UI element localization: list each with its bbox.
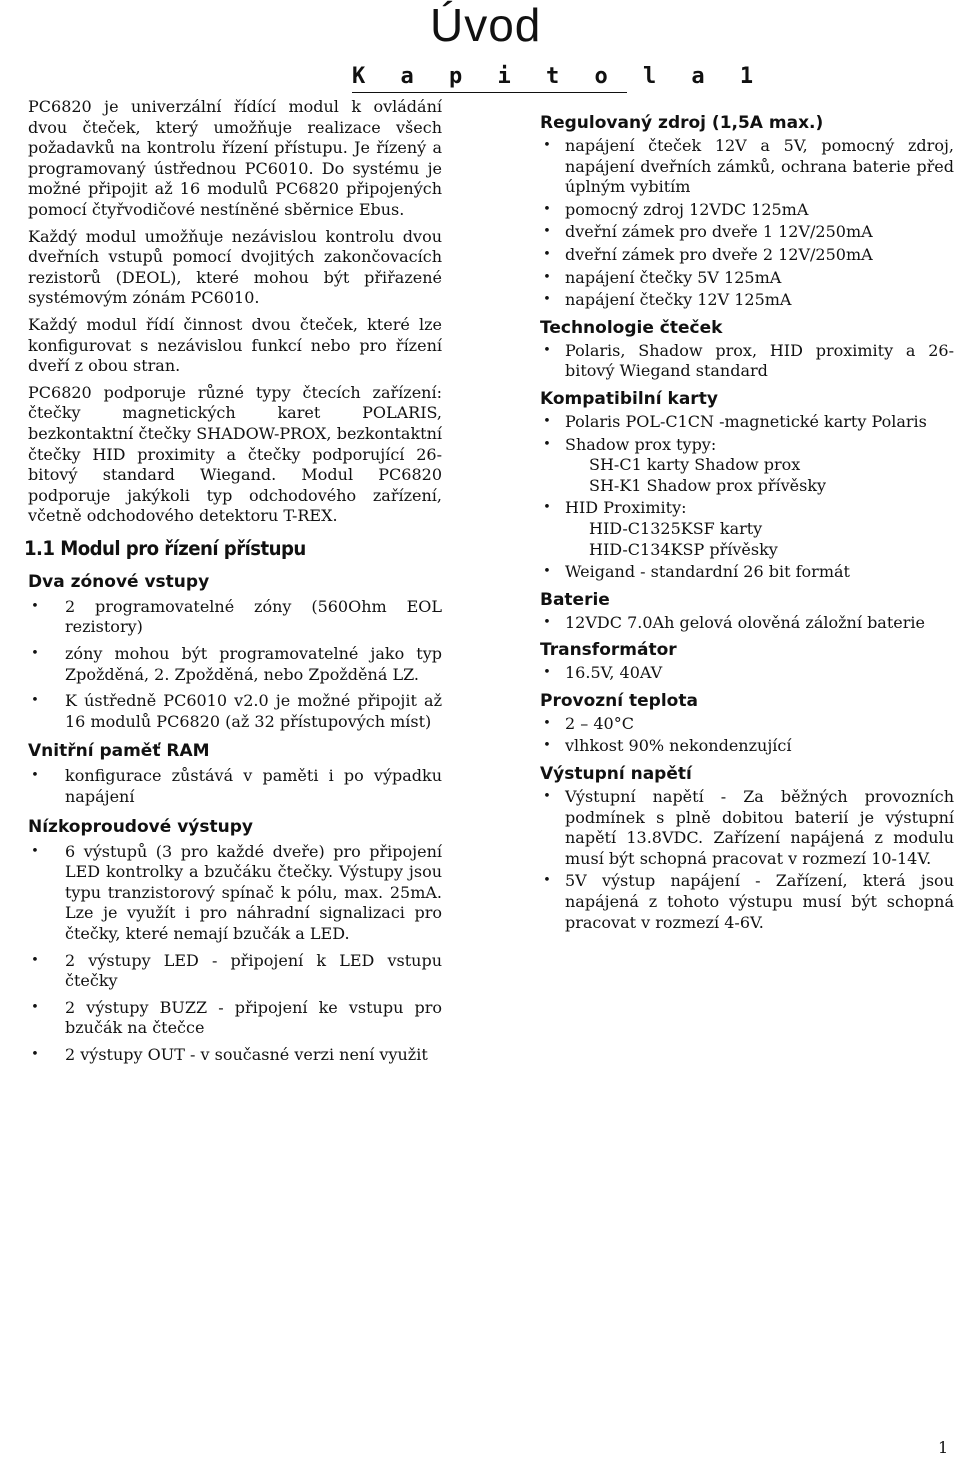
sub-list-item: HID-C134KSP přívěsky (589, 539, 778, 559)
list-item-text: 2 výstupy BUZZ - připojení ke vstupu pro bzučák na čtečce (65, 997, 442, 1038)
list-item (28, 951, 442, 992)
list-item-text: 16.5V, 40AV (565, 663, 663, 683)
list-item-text: 12VDC 7.0Ah gelová olověná záložní baterie (565, 612, 925, 632)
list-item (540, 714, 954, 735)
list-item-text: napájení čtečky 12V 125mA (565, 290, 792, 310)
subheading-supply: Regulovaný zdroj (1,5A max.) (540, 113, 824, 133)
list-item (540, 871, 954, 933)
list-item-text: Weigand - standardní 26 bit formát (565, 562, 850, 582)
list-item-text: Polaris, Shadow prox, HID proximity a 26-bitový Wiegand standard (565, 340, 954, 381)
list-item-text: zóny mohou být programovatelné jako typ Zpožděná, 2. Zpožděná, nebo Zpožděná LZ. (65, 644, 442, 684)
list-item-text: Shadow prox typy: (565, 434, 717, 454)
chapter-label: K a p i t o l a 1 (352, 64, 627, 93)
list-item (540, 268, 954, 289)
chapter-title: Úvod (430, 0, 542, 51)
list-item (540, 290, 954, 311)
list-item-text: 6 výstupů (3 pro každé dveře) pro připojení LED kontrolky a bzučáku čtečky. Výstupy jsou typu tranzistorový spínač k pólu, max. 25mA. Lze je využít i pro náhradní signalizaci pro čtečky, které nemají bzučák a LED. (65, 841, 442, 943)
bullet-icon: • (543, 436, 551, 452)
list-item (540, 562, 954, 583)
subheading-transformer: Transformátor (540, 640, 677, 661)
bullet-icon: • (31, 999, 39, 1015)
subheading-output-voltage: Výstupní napětí (540, 764, 692, 785)
list-item-text: 2 výstupy OUT - v současné verzi není využit (65, 1044, 428, 1064)
list-item-text: dveřní zámek pro dveře 2 12V/250mA (565, 244, 873, 264)
bullet-icon: • (31, 693, 39, 709)
list-item (28, 644, 442, 685)
list-item (28, 1045, 442, 1066)
bullet-icon: • (543, 789, 551, 805)
sub-list-item: SH-K1 Shadow prox přívěsky (589, 475, 827, 495)
intro-paragraph: PC6820 podporuje různé typy čtecích zařízení: čtečky magnetických karet POLARIS, bezkontaktní čtečky SHADOW-PROX, bezkontaktní čtečky HID proximity a čtečky podporující 26-bitový standard Wiegand. Modul PC6820 podporuje jakýkoli typ odchodového zařízení, včetně odchodového detektoru T-REX. (28, 382, 442, 526)
bullet-icon: • (543, 138, 551, 153)
list-item (540, 412, 954, 433)
list-item (540, 787, 954, 869)
list-item (540, 663, 954, 684)
sub-list-item: SH-C1 karty Shadow prox (589, 455, 801, 475)
list-item (28, 691, 442, 732)
battery-list (540, 613, 954, 634)
list-item (540, 613, 954, 634)
subheading-temperature: Provozní teplota (540, 690, 698, 711)
list-item (540, 222, 954, 243)
list-item-text: vlhkost 90% nekondenzující (565, 736, 792, 756)
subheading-cards: Kompatibilní karty (540, 388, 718, 409)
bullet-icon: • (31, 843, 39, 859)
intro-paragraph: Každý modul řídí činnost dvou čteček, které lze konfigurovat s nezávislou funkcí nebo pro řízení dveří z obou stran. (28, 314, 442, 376)
bullet-icon: • (543, 224, 551, 240)
list-item (540, 200, 954, 221)
subheading-ram: Vnitřní paměť RAM (28, 741, 210, 762)
bullet-icon: • (31, 1046, 39, 1062)
list-item-text: napájení čtečky 5V 125mA (565, 267, 782, 287)
bullet-icon: • (543, 269, 551, 285)
list-item (28, 597, 442, 638)
list-item (540, 341, 954, 382)
bullet-icon: • (543, 665, 551, 681)
list-item (28, 766, 442, 807)
list-item-text: HID Proximity: (565, 498, 687, 518)
list-item-text: dveřní zámek pro dveře 1 12V/250mA (565, 222, 873, 242)
bullet-icon: • (543, 342, 551, 358)
list-item-text: Polaris POL-C1CN -magnetické karty Polaris (565, 411, 927, 431)
list-item-text: 2 výstupy LED - připojení k LED vstupu čtečky (65, 950, 442, 991)
left-column (24, 97, 442, 1072)
section-heading: 1.1 Modul pro řízení přístupu (24, 536, 306, 560)
list-item (540, 498, 954, 560)
subheading-battery: Baterie (540, 589, 610, 610)
output-voltage-list (540, 787, 954, 933)
bullet-icon: • (543, 715, 551, 731)
list-item-text: K ústředně PC6010 v2.0 je možné připojit až 16 modulů PC6820 (až 32 přístupových míst) (65, 691, 442, 731)
intro-paragraph: PC6820 je univerzální řídící modul k ovládání dvou čteček, který umožňuje realizace všech požadavků na kontrolu řízení přístupu. Je řízený a programovaný ústřednou PC6010. Do systému je možné připojit až 16 modulů PC6820 připojených pomocí čtyřvodičové nestíněné sběrnice Ebus. (28, 97, 442, 219)
list-item (540, 736, 954, 757)
list-item-text: konfigurace zůstává v paměti i po výpadku napájení (65, 766, 442, 807)
sub-list-item: HID-C1325KSF karty (589, 518, 763, 538)
list-item-text: 2 – 40°C (565, 713, 634, 733)
low-current-list (28, 842, 442, 1066)
list-item (540, 136, 954, 198)
bullet-icon: • (31, 598, 39, 614)
list-item-text: Výstupní napětí - Za běžných provozních podmínek s plně dobitou baterií je výstupní napětí 13.8VDC. Zařízení napájená z modulu musí být schopná pracovat v rozmezí 10-14V. (565, 787, 954, 868)
list-item (28, 842, 442, 945)
list-item-text: napájení čteček 12V a 5V, pomocný zdroj, napájení dveřních zámků, ochrana baterie před úplným vybitím (565, 136, 954, 197)
bullet-icon: • (543, 201, 551, 217)
bullet-icon: • (31, 646, 39, 662)
bullet-icon: • (543, 413, 551, 429)
bullet-icon: • (543, 873, 551, 889)
list-item-text: 2 programovatelné zóny (560Ohm EOL rezistory) (65, 596, 442, 637)
bullet-icon: • (31, 768, 39, 784)
list-item (28, 998, 442, 1039)
cards-list (540, 412, 954, 583)
list-item (540, 245, 954, 266)
subheading-tech: Technologie čteček (540, 317, 723, 338)
supply-list (540, 136, 954, 311)
zones-list (28, 597, 442, 733)
subheading-zones: Dva zónové vstupy (28, 571, 210, 592)
bullet-icon: • (543, 292, 551, 308)
list-item (540, 435, 954, 497)
bullet-icon: • (31, 952, 39, 968)
page-number: 1 (938, 1438, 949, 1457)
bullet-icon: • (543, 500, 551, 516)
ram-list (28, 766, 442, 807)
bullet-icon: • (543, 564, 551, 580)
bullet-icon: • (543, 738, 551, 754)
temperature-list (540, 714, 954, 757)
bullet-icon: • (543, 246, 551, 262)
bullet-icon: • (543, 614, 551, 630)
list-item-text: 5V výstup napájení - Zařízení, která jsou napájená z tohoto výstupu musí být schopná pracovat v rozmezí 4-6V. (565, 871, 954, 932)
subheading-low-current: Nízkoproudové výstupy (28, 816, 253, 837)
right-column (540, 112, 954, 935)
intro-paragraph: Každý modul umožňuje nezávislou kontrolu dvou dveřních vstupů pomocí dvojitých zakončovacích rezistorů (DEOL), které mohou být přiřazené systémovým zónám PC6010. (28, 226, 442, 308)
list-item-text: pomocný zdroj 12VDC 125mA (565, 199, 809, 219)
tech-list (540, 341, 954, 382)
transformer-list (540, 663, 954, 684)
